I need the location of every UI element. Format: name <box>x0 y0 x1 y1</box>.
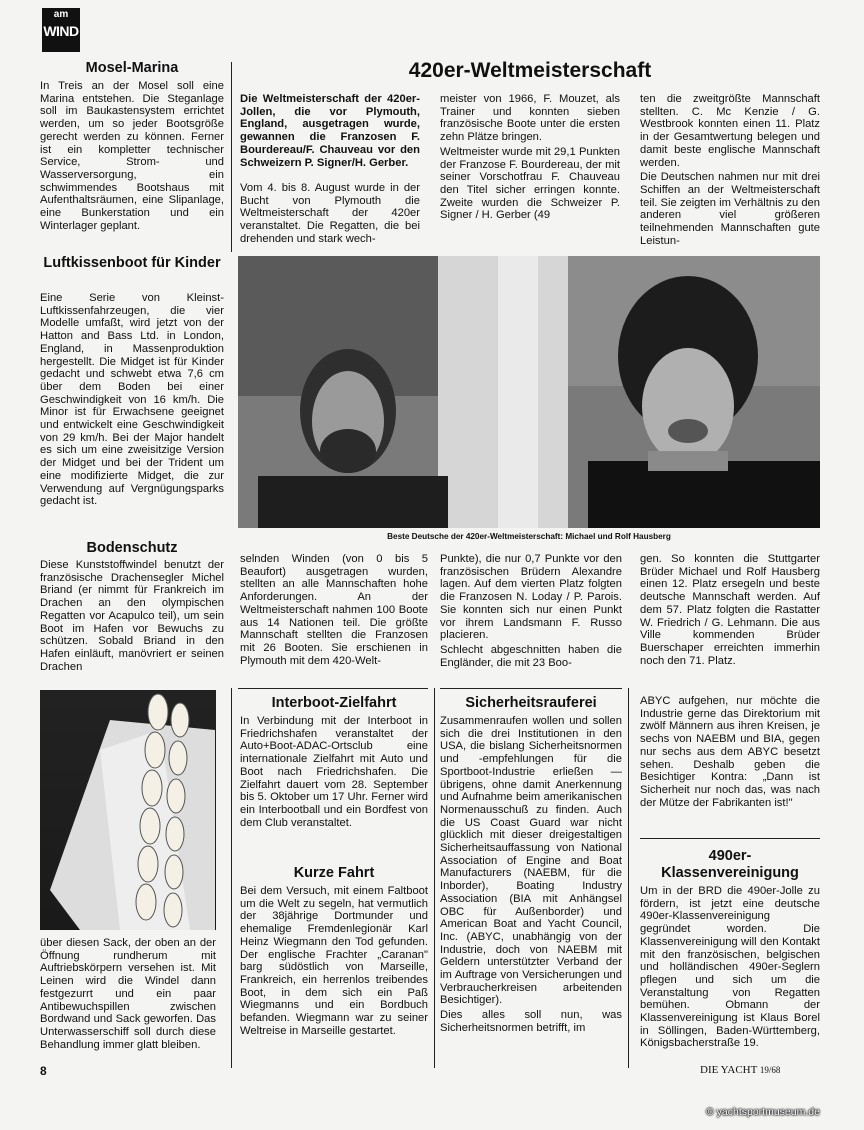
klasse490-body: Um in der BRD die 490er-Jolle zu fördern, ist jetzt eine deutsche 490er-Klassenvereinigung gegründet worden. Die Klassenvereinigung will den Kontakt mit den französischen, belgischen und holländischen 490er-Seglern pflegen und sich um die Veranstaltung von Regatten bemühen. Obmann der Klassenvereinigung ist Klaus Borel in Söllingen, Baden-Württemberg, Königsbacherstraße 19. <box>640 885 820 1050</box>
bodenschutz-photo <box>40 690 216 930</box>
sailors-illustration <box>238 256 820 528</box>
bodenschutz-body2: über diesen Sack, der oben an der Öffnung rundherum mit Auftriebskörpern versehen ist. Mit Leinen wird die Windel dann festgezurrt und ein paar Antibewuchspillen zwischen Bordwand und Sack geworfen. Das Unterwasserschiff soll durch diese Behandlung immer glatt bleiben. <box>40 937 216 1051</box>
interboot-title: Interboot-Zielfahrt <box>271 695 397 711</box>
wm-col3a: ten die zweitgrößte Mannschaft stellten. C. Mc Kenzie / G. Westbrook konnten einen 11. Platz in der Gesamtwertung belegen und damit beste englische Mannschaft werden. <box>640 93 820 169</box>
interboot-body: In Verbindung mit der Interboot in Friedrichshafen veranstaltet der Auto+Boot-ADAC-Ortsclub eine internationale Zielfahrt mit Auto und Boot nach Friedrichshafen. Die Zielfahrt dauert vom 28. September bis 5. Oktober um 17 Uhr. Ferner wird ein Interbootball und ein Bordfest von dem Club veranstaltet. <box>240 715 428 829</box>
luftkissen-body: Eine Serie von Kleinst-Luftkissenfahrzeugen, die vier Modelle umfaßt, wird jetzt von der Hatton and Bass Ltd. in London, England, in Massenproduktion hergestellt. Die Midget ist für Kinder gedacht und schwebt etwa 7,6 cm über dem Boden bei einer Geschwindigkeit von 16 km/h. Die Minor ist für Erwachsene geeignet und entwickelt eine Geschwindigkeit von 29 km/h. Bei der Major handelt es sich um eine zweisitzige Version der Midget und bei der Trident um eine modifizierte Midget, die zur Verwendung auf Vergnügungsparks gedacht ist. <box>40 292 224 508</box>
issue-number: 19/68 <box>759 1065 781 1075</box>
sicherheit-body1: Zusammenraufen wollen und sollen sich die drei Institutionen in den USA, die bislang Sicherheitsnormen und -empfehlungen für die Sportboot-Industrie erließen — übrigens, ohne damit Anerkennung und Aufnahme beim amerikanischen Normenausschuß zu finden. Auch die US Coast Guard war nicht glücklich mit dieser dreigestaltigen Sicherheitsauffassung von National Association of Engine and Boat Manufacturers (NAEBM, für die Inborder), Boating Industry Association (BIA mit Anhängsel OBC für Außenborder) und American Boat and Yacht Council, Inc. (ABYC, unabhängig von der Industrie, doch von NAEBM mit Geldern unterstützter Verband der im Auftrage von Versicherungen und Verbraucherkreisen arbeitenden Besichtiger). <box>440 715 622 1007</box>
bag-illustration <box>40 690 216 930</box>
sicherheit-body2: Dies alles soll nun, was Sicherheitsnormen betrifft, im <box>440 1009 622 1034</box>
wm-col6: gen. So konnten die Stuttgarter Brüder Michael und Rolf Hausberg einen 12. Platz ersegeln und beste deutsche Mannschaft werden. Auf dem 57. Platz folgten die Rastatter W. Friedrich / G. Lehmann. Die aus Ville kommenden Brüder Buerschaper erreichten immerhin noch den 71. Platz. <box>640 553 820 667</box>
mosel-body: In Treis an der Mosel soll eine Marina entstehen. Die Steganlage soll im Baukastensystem errichtet werden, um so jeder Bootsgröße gerecht werden zu können. Ferner ist ein kompletter technischer Service, Strom- und Wasserversorgung, ein schwimmendes Bootshaus mit Aufenthaltsräumen, eine Slipanlage, eine Bunkerstation und ein Winterlager geplant. <box>40 80 224 232</box>
logo-line2: WIND <box>43 23 79 39</box>
column-rule <box>628 688 629 1068</box>
column-rule <box>231 688 232 1068</box>
column-rule <box>231 62 232 252</box>
sicherheit-col2: ABYC aufgehen, nur möchte die Industrie gerne das Direktorium mit zwölf Männern aus ihren Kreisen, je sechs von NAEBM und BIA, gegen nur sechs aus dem ABYC besetzt sehen. Deshalb geben die Besichtiger Kontra: „Dann ist Sicherheit nur noch das, was nach der Mütze der Fabrikanten ist!" <box>640 695 820 809</box>
bodenschutz-title: Bodenschutz <box>86 540 178 556</box>
mosel-title: Mosel-Marina <box>85 60 179 76</box>
wm-photo <box>238 256 820 528</box>
kurze-body: Bei dem Versuch, mit einem Faltboot um die Welt zu segeln, hat vermutlich der 38jährige Dortmunder und ehemalige Fremdenlegionär Karl Heinz Wiegmann den Tod gefunden. Der englische Frachter „Caranan" barg südöstlich von Marseille, Frankreich, ein herrenlos treibendes Boot, in dem sich ein Paß Wiegmanns und ein Bordbuch befanden. Wiegmann war zu seiner Weltreise in Marseille gestartet. <box>240 885 428 1037</box>
kurze-title: Kurze Fahrt <box>293 865 375 881</box>
wm-col1: Vom 4. bis 8. August wurde in der Bucht von Plymouth die Weltmeisterschaft der 420er veranstaltet. Die Regatten, die bei drehenden und stark wech- <box>240 182 420 245</box>
wm-caption: Beste Deutsche der 420er-Weltmeisterschaft: Michael und Rolf Hausberg <box>387 532 671 541</box>
wm-col2a: meister von 1966, F. Mouzet, als Trainer und konnten sieben französische Boote unter die ersten zehn Plätze bringen. <box>440 93 620 144</box>
section-rule <box>640 838 820 839</box>
wm-col3b: Die Deutschen nahmen nur mit drei Schiffen an der Weltmeisterschaft teil. Sie zeigten im Verhältnis zu den anderen viel größeren teilnehmenden Mannschaften gute Leistun- <box>640 171 820 247</box>
wm-col2b: Weltmeister wurde mit 29,1 Punkten der Franzose F. Bourdereau, der mit seiner Vorschotfrau F. Chauveau den Titel sicher erringen konnte. Zweite wurden die Schweizer P. Signer / H. Gerber (49 <box>440 145 620 222</box>
page-number: 8 <box>40 1064 47 1078</box>
wm-col2 <box>440 93 620 222</box>
logo-line1: am <box>53 9 69 20</box>
section-logo <box>42 8 80 52</box>
klasse490-title: 490er-Klassenvereinigung <box>661 848 799 881</box>
section-rule <box>440 688 622 689</box>
wm-col3 <box>640 93 820 247</box>
wm-lead: Die Weltmeisterschaft der 420er-Jollen, die vor Plymouth, England, ausgetragen wurde, gewannen die Franzosen F. Bourdereau/F. Chauveau vor den Schweizern P. Signer/H. Gerber. <box>240 93 420 169</box>
sicherheit-title: Sicherheitsrauferei <box>465 695 597 711</box>
wm-col5a: Punkte), die nur 0,7 Punkte vor den französischen Brüdern Alexandre lagen. Auf dem vierten Platz folgten die Franzosen N. Loday / P. Parois. Sie konnten sich nur einen Punkt vor ihrem Landsmann F. Russo placieren. <box>440 553 622 642</box>
section-rule <box>238 688 428 689</box>
footer-magazine <box>700 1064 780 1076</box>
sicherheit-text <box>440 715 622 1035</box>
magazine-name: DIE YACHT <box>700 1064 758 1076</box>
wm-col4: selnden Winden (von 0 bis 5 Beaufort) ausgetragen wurden, stellten an alle Mannschaften hohe Anforderungen. An der Weltmeisterschaft nahmen 100 Boote aus 14 Nationen teil. Die größte Mannschaft stellten die Franzosen mit 26 Booten. Sie erschienen in Plymouth mit dem 420-Welt- <box>240 553 428 667</box>
luftkissen-title: Luftkissenboot für Kinder <box>43 255 221 271</box>
wm-title: 420er-Weltmeisterschaft <box>408 59 652 82</box>
bodenschutz-body1: Diese Kunststoffwindel benutzt der französische Drachensegler Michel Briand (er nimmt für Frankreich im Drachen an den olympischen Regatten vor Acapulco teil), um sein Boot im Hafen vor Bewuchs zu schützen. Sobald Briand in den Hafen einläuft, manövriert er seinen Drachen <box>40 559 224 673</box>
wm-col5 <box>440 553 622 669</box>
wm-col5b: Schlecht abgeschnitten haben die Engländer, die mit 23 Boo- <box>440 643 622 669</box>
watermark: © yachtsportmuseum.de <box>706 1106 820 1118</box>
column-rule <box>434 688 435 1068</box>
